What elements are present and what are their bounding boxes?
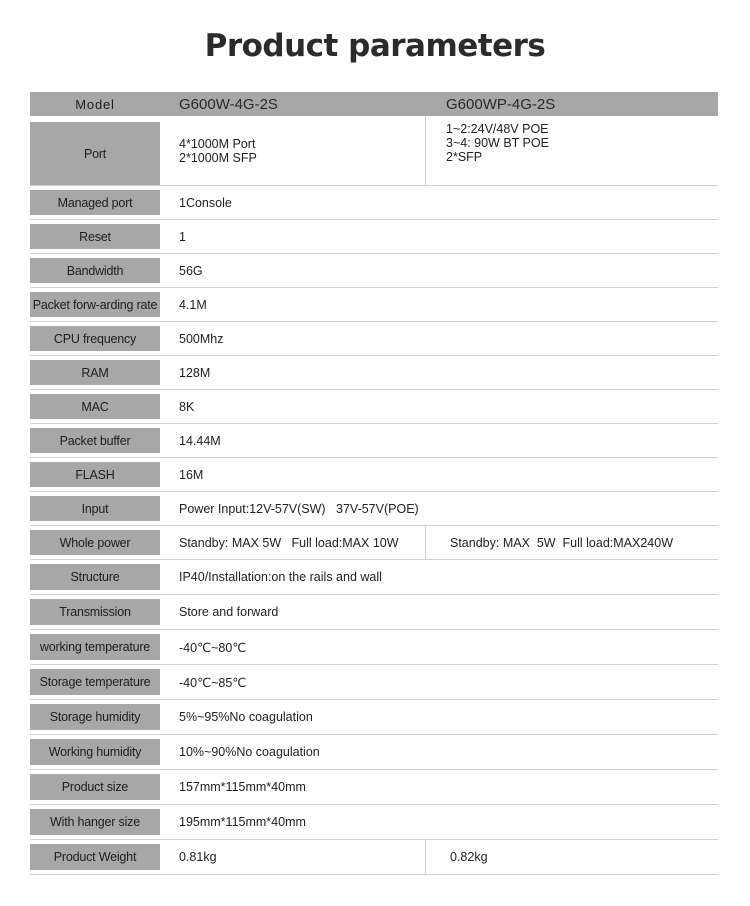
header-label-model: Model: [30, 92, 160, 116]
row-value: 4.1M: [179, 297, 207, 312]
port-value-1-line-2: 2*1000M SFP: [179, 150, 257, 165]
table-row-hanger-size: [30, 805, 718, 840]
whole-power-value-1: Standby: MAX 5W Full load:MAX 10W: [179, 535, 399, 550]
table-row-ram: [30, 356, 718, 390]
row-label: FLASH: [30, 462, 160, 487]
table-row-product-size: [30, 770, 718, 805]
table-row-storage-temperature: [30, 665, 718, 700]
page-title: Product parameters: [204, 28, 546, 64]
port-value-1-line-1: 4*1000M Port: [179, 136, 256, 151]
row-value: 8K: [179, 399, 195, 414]
header-model-2: G600WP-4G-2S: [446, 95, 556, 113]
table-row-storage-humidity: [30, 700, 718, 735]
row-value: IP40/Installation:on the rails and wall: [179, 570, 382, 584]
table-row-structure: [30, 560, 718, 595]
row-value: Power Input:12V-57V(SW) 37V-57V(POE): [179, 501, 419, 516]
row-value: 14.44M: [179, 433, 221, 448]
table-row-working-humidity: [30, 735, 718, 770]
row-label: Structure: [30, 564, 160, 590]
row-label: Bandwidth: [30, 258, 160, 283]
table-row-port: [30, 116, 718, 186]
weight-value-1: 0.81kg: [179, 850, 217, 864]
row-label: working temperature: [30, 634, 160, 660]
row-value: 128M: [179, 365, 211, 380]
row-value: 16M: [179, 467, 204, 482]
row-label: RAM: [30, 360, 160, 385]
table-header-row: [30, 92, 718, 116]
table-row-product-weight: [30, 840, 718, 875]
table-row-mac: [30, 390, 718, 424]
row-value: Store and forward: [179, 605, 279, 619]
whole-power-value-2: Standby: MAX 5W Full load:MAX240W: [450, 535, 674, 550]
row-label: Reset: [30, 224, 160, 249]
row-label: Managed port: [30, 190, 160, 215]
weight-value-2: 0.82kg: [450, 850, 488, 864]
row-label: With hanger size: [30, 809, 160, 835]
table-row-whole-power: [30, 526, 718, 560]
port-value-2-line-1: 1~2:24V/48V POE: [446, 122, 549, 136]
row-label: Packet forw-arding rate: [30, 292, 160, 317]
row-label: Packet buffer: [30, 428, 160, 453]
row-label: MAC: [30, 394, 160, 419]
row-label: Port: [30, 122, 160, 185]
row-value: 500Mhz: [179, 331, 224, 346]
row-label: Product Weight: [30, 844, 160, 870]
table-row-reset: [30, 220, 718, 254]
port-value-1: [179, 116, 257, 185]
table-row-flash: [30, 458, 718, 492]
row-value: 1: [179, 229, 186, 244]
column-divider: [425, 840, 426, 874]
row-label: Transmission: [30, 599, 160, 625]
column-divider: [425, 116, 426, 185]
row-value: -40℃~80℃: [179, 640, 247, 655]
table-row-bandwidth: [30, 254, 718, 288]
port-value-2-line-3: 2*SFP: [446, 150, 483, 164]
row-value: 56G: [179, 263, 203, 278]
column-divider: [425, 526, 426, 559]
table-row-cpu-frequency: [30, 322, 718, 356]
row-label: Input: [30, 496, 160, 521]
table-row-working-temperature: [30, 630, 718, 665]
header-model-1: G600W-4G-2S: [179, 95, 278, 113]
row-value: 157mm*115mm*40mm: [179, 780, 306, 794]
table-row-packet-buffer: [30, 424, 718, 458]
row-value: -40℃~85℃: [179, 675, 247, 690]
row-value: 5%~95%No coagulation: [179, 710, 313, 724]
row-label: Working humidity: [30, 739, 160, 765]
table-row-transmission: [30, 595, 718, 630]
row-value: 1Console: [179, 195, 232, 210]
row-label: Whole power: [30, 530, 160, 555]
table-row-packet-forwarding-rate: [30, 288, 718, 322]
row-label: Product size: [30, 774, 160, 800]
row-value: 10%~90%No coagulation: [179, 745, 320, 759]
row-label: Storage humidity: [30, 704, 160, 730]
table-row-input: [30, 492, 718, 526]
row-label: CPU frequency: [30, 326, 160, 351]
port-value-2-line-2: 3~4: 90W BT POE: [446, 136, 549, 150]
table-row-managed-port: [30, 186, 718, 220]
port-value-2: [446, 116, 549, 185]
row-label: Storage temperature: [30, 669, 160, 695]
row-value: 195mm*115mm*40mm: [179, 815, 306, 829]
